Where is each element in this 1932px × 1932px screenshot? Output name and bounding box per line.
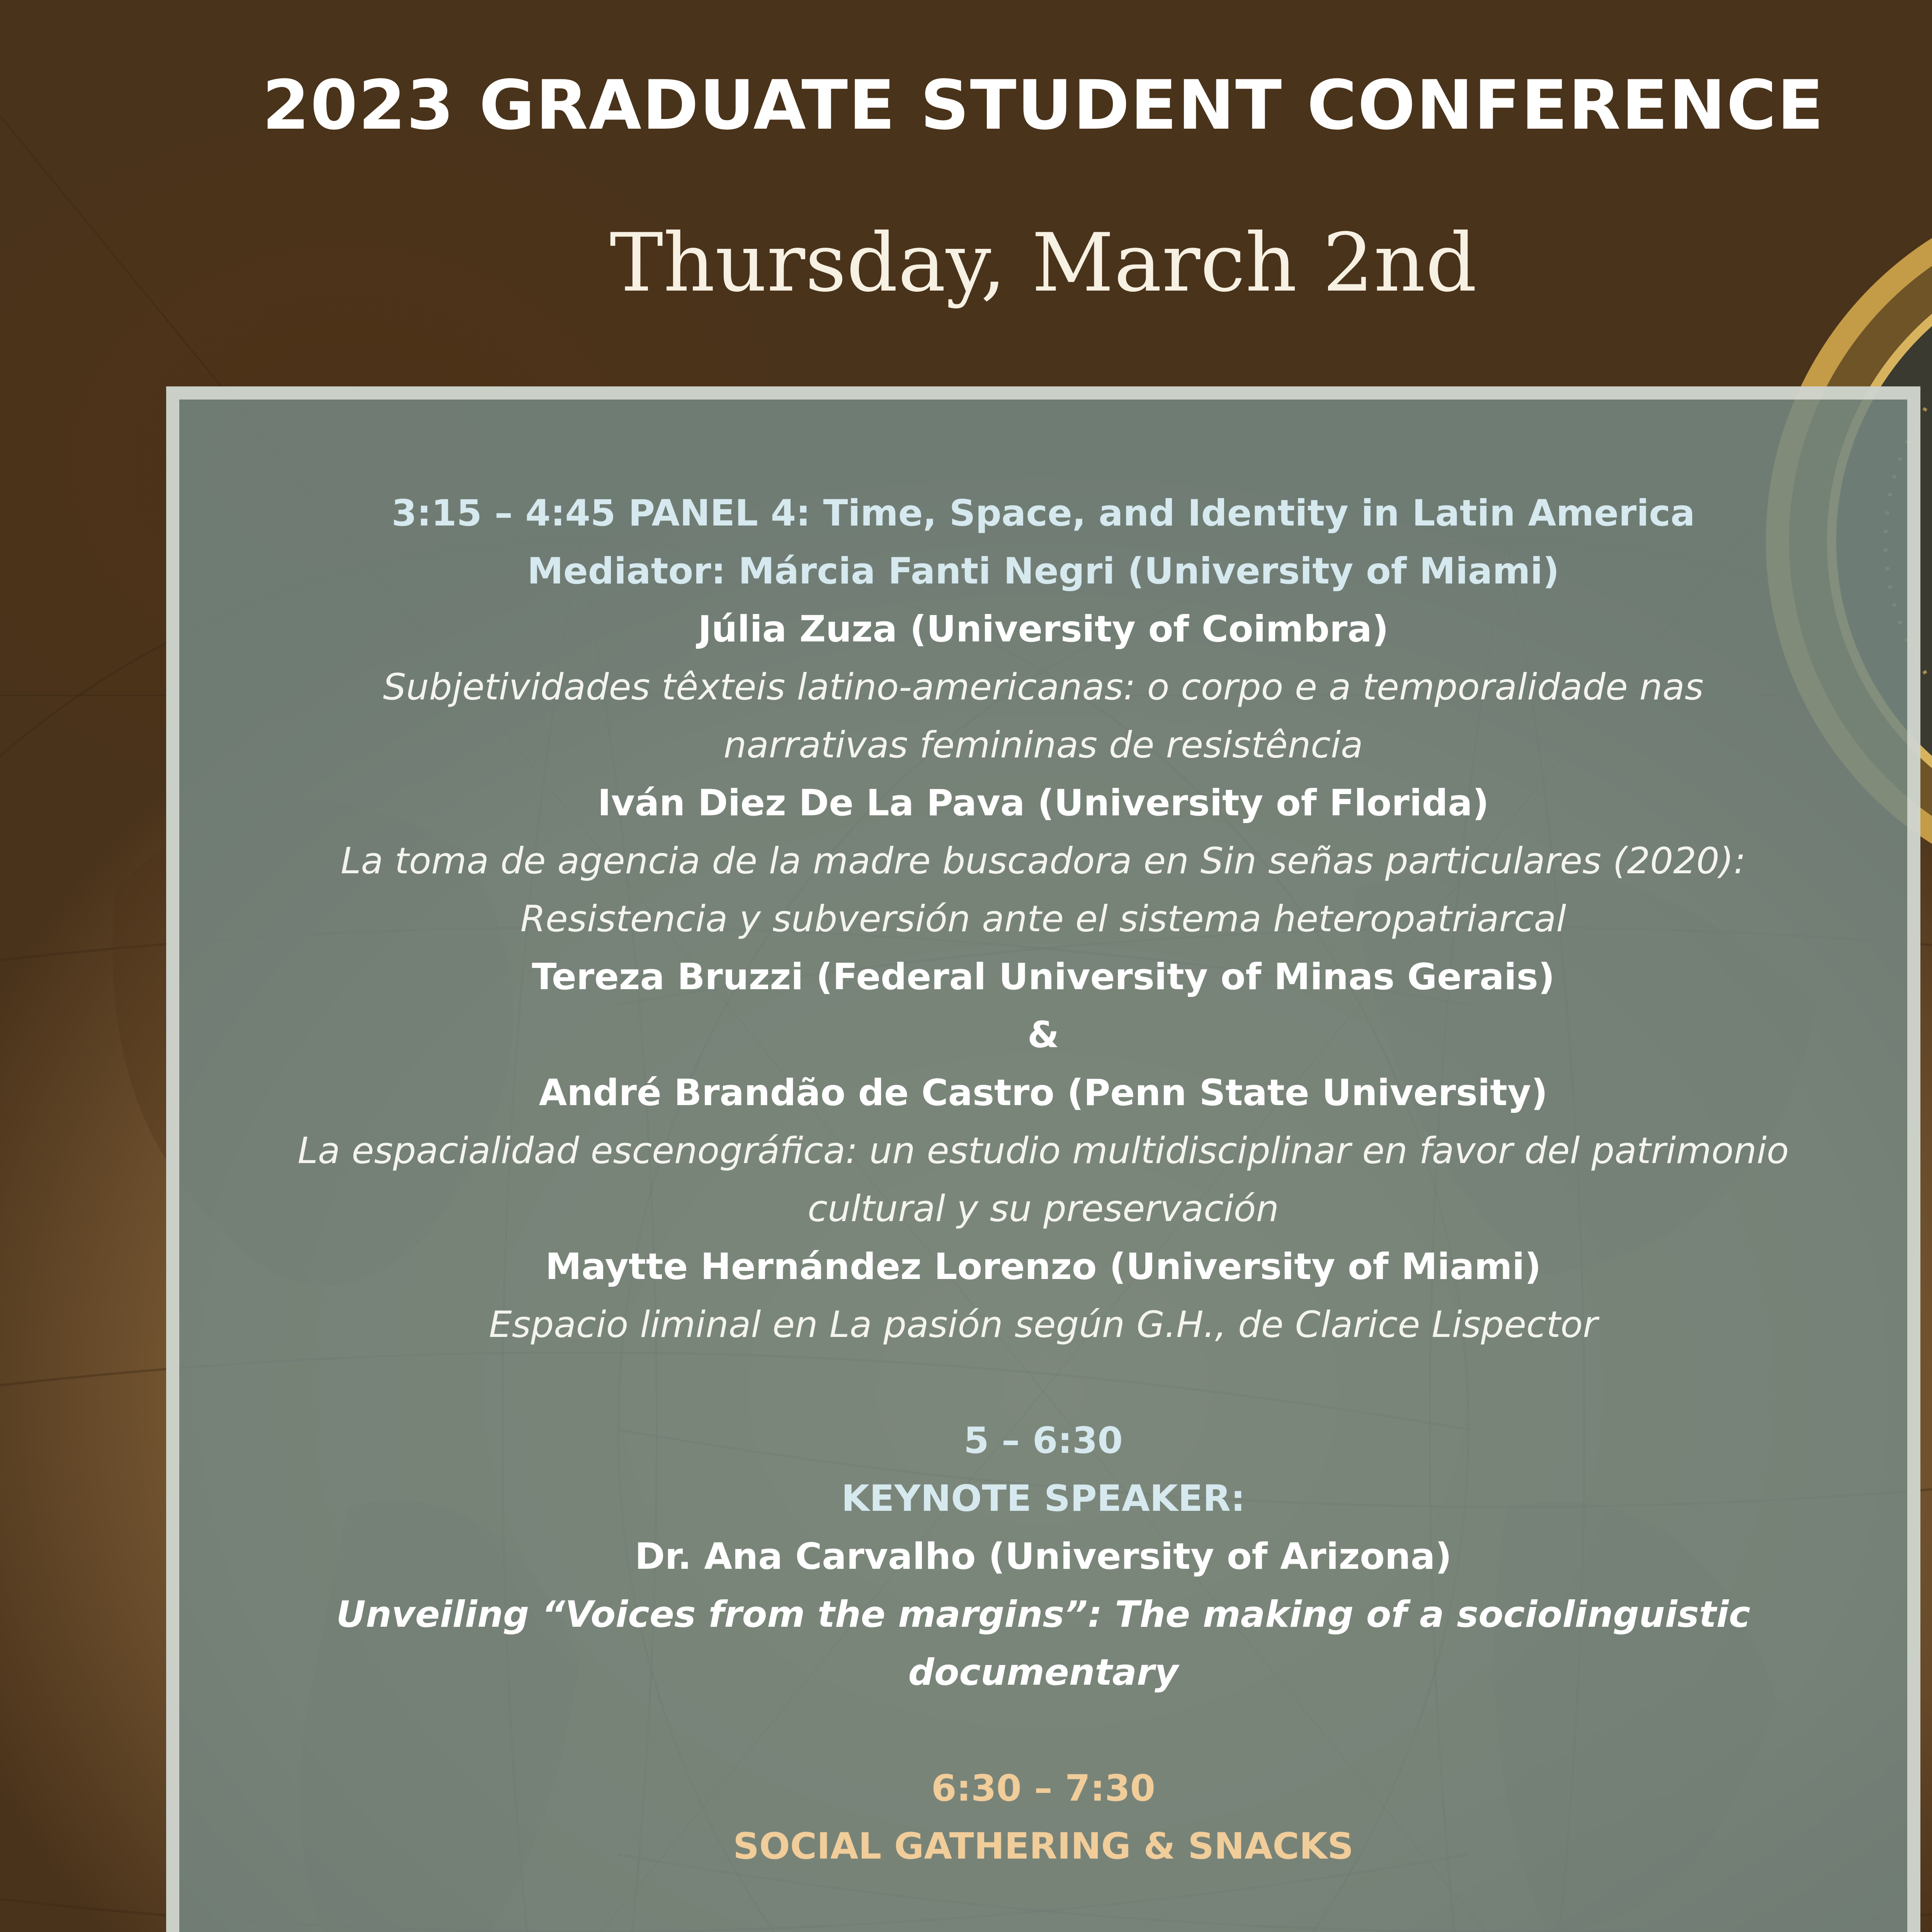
speaker-name: Maytte Hernández Lorenzo (University of Miami) (545, 1246, 1541, 1288)
speaker-name: Iván Diez De La Pava (University of Florida) (597, 782, 1489, 824)
keynote-title-line: documentary (908, 1651, 1179, 1694)
conference-title: 2023 GRADUATE STUDENT CONFERENCE (262, 66, 1825, 145)
speaker-name: Júlia Zuza (University of Coimbra) (698, 608, 1389, 650)
talk-title-line: narrativas femininas de resistência (723, 724, 1363, 766)
panel-4-mediator: Mediator: Márcia Fanti Negri (University of Miami) (527, 550, 1560, 592)
talk-title-line: Subjetividades têxteis latino-americanas: o corpo e a temporalidade nas (383, 666, 1704, 708)
talk-title-line: Resistencia y subversión ante el sistema heteropatriarcal (520, 898, 1566, 940)
talk-title-line: La espacialidad escenográfica: un estudio multidisciplinar en favor del patrimonio (298, 1130, 1789, 1172)
social-time: 6:30 – 7:30 (931, 1767, 1156, 1810)
keynote-label: KEYNOTE SPEAKER: (841, 1478, 1245, 1520)
section-spacer (179, 1354, 1907, 1412)
keynote-speaker: Dr. Ana Carvalho (University of Arizona) (634, 1536, 1452, 1578)
panel-4-heading: 3:15 – 4:45 PANEL 4: Time, Space, and Identity in Latin America (391, 492, 1695, 534)
keynote-title-line: Unveiling “Voices from the margins”: The making of a sociolinguistic (336, 1594, 1750, 1636)
talk-title-line: cultural y su preservación (808, 1188, 1279, 1230)
social-label: SOCIAL GATHERING & SNACKS (733, 1825, 1354, 1867)
schedule-list (179, 485, 1907, 1876)
speaker-name: André Brandão de Castro (Penn State University) (539, 1072, 1548, 1114)
conference-date: Thursday, March 2nd (609, 216, 1477, 310)
speaker-joiner: & (1027, 1014, 1059, 1056)
schedule-panel (166, 386, 1920, 1932)
section-spacer (179, 1702, 1907, 1760)
talk-title-line: Espacio liminal en La pasión según G.H., de Clarice Lispector (489, 1304, 1598, 1346)
speaker-name: Tereza Bruzzi (Federal University of Minas Gerais) (532, 956, 1555, 998)
keynote-time: 5 – 6:30 (964, 1420, 1123, 1462)
talk-title-line: La toma de agencia de la madre buscadora en Sin señas particulares (2020): (340, 840, 1746, 882)
